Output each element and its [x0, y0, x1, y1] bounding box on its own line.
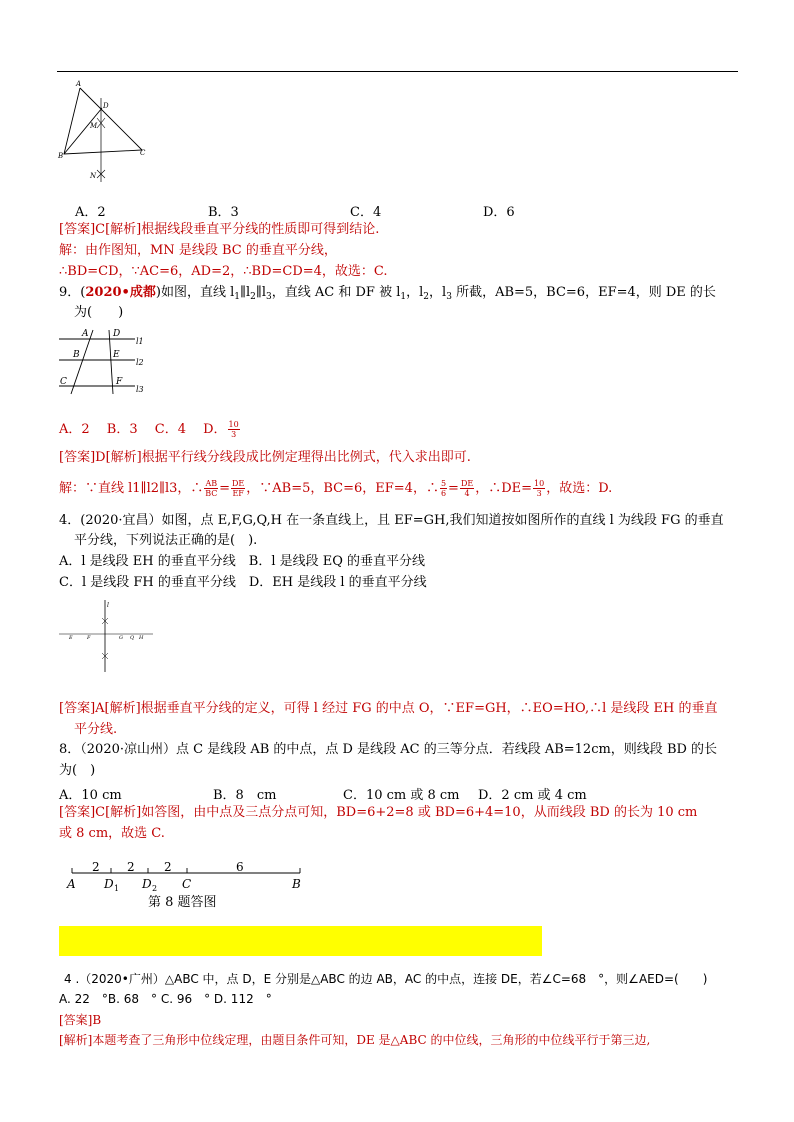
point-subscript: 2: [152, 884, 158, 893]
fig9-label: F: [116, 377, 123, 387]
fig9-label: l3: [136, 385, 144, 394]
segment-length: 2: [92, 860, 100, 874]
fig1-label: B: [58, 152, 64, 160]
fig9-label: l2: [136, 358, 144, 367]
fig4-label: Q: [130, 635, 135, 641]
question-4a-stem-cont: 平分线，下列说法正确的是( ).: [74, 533, 258, 548]
question-4a-answer-cont: 平分线.: [74, 722, 118, 737]
fig4-label: H: [139, 635, 144, 641]
question-4a-answer: [答案]A[解析]根据垂直平分线的定义，可得 l 经过 FG 的中点 O，∵EF=GH，∴EO=HO,∴l 是线段 EH 的垂直: [59, 701, 718, 716]
fig4-label: F: [87, 635, 91, 641]
point-label: D: [104, 877, 114, 891]
question-4b-stem: 4 .（2020•广州）△ABC 中，点 D，E 分别是△ABC 的边 AB，AC 的中点，连接 DE，若∠C=68 °，则∠AED=( ): [64, 972, 708, 986]
option-a: A．2: [75, 205, 106, 220]
point-label: C: [182, 877, 192, 891]
question-9-stem: 9．(2020•成都)如图，直线 $l_1\parallel l_2\parallel l_3$，直线 AC 和 DF 被 $l_1$，$l_2$，$l_3$ 所截，AB=5，BC=6，EF=4，则 DE 的长: [59, 285, 716, 302]
option-b: B．3: [208, 205, 239, 220]
parallel-lines-figure: [57, 326, 147, 398]
fig4-label: l: [107, 602, 109, 609]
solution-line: 解：由作图知，MN 是线段 BC 的垂直平分线，: [59, 243, 337, 258]
option-a: A．10 cm: [59, 788, 122, 803]
segment-length: 6: [236, 860, 244, 874]
point-subscript: 1: [114, 884, 120, 893]
fig1-label: D: [103, 102, 109, 110]
question-4a-options: C．l 是线段 FH 的垂直平分线 D．EH 是线段 l 的垂直平分线: [59, 575, 427, 590]
fig1-label: A: [76, 80, 82, 88]
fig9-label: l1: [136, 337, 144, 346]
option-d: D．6: [483, 205, 515, 220]
triangle-bisector-figure: [56, 78, 156, 188]
question-9-options: A．2 B．3 C．4 D． $\frac{10}{3}$: [59, 420, 239, 439]
segment-length: 2: [164, 860, 172, 874]
option-c: C．10 cm 或 8 cm: [343, 788, 460, 803]
fig9-label: B: [73, 350, 80, 360]
question-9-stem-cont: 为( ): [74, 305, 124, 320]
fig1-label: N: [90, 172, 97, 180]
answer-line: [答案]C[解析]根据线段垂直平分线的性质即可得到结论.: [59, 222, 380, 237]
fig9-label: A: [82, 329, 89, 339]
fig4-label: E: [69, 635, 73, 641]
fig9-label: C: [60, 377, 67, 387]
question-9-solution: 解：∵直线 l1∥l2∥l3，∴ $\frac{AB}{BC}$ = $\frac{DE}{EF}$ ，∵AB=5，BC=6，EF=4，∴ $\frac{5}{6}$ = $\frac{DE}{4}$ ，∴DE= $\frac{10}{3}$ ，故选：D.: [59, 479, 613, 498]
question-8-answer-cont: 或 8 cm，故选 C.: [59, 826, 165, 841]
question-4b-analysis: [解析]本题考查了三角形中位线定理，由题目条件可知，DE 是△ABC 的中位线，三角形的中位线平行于第三边,: [59, 1033, 651, 1047]
fig1-label: C: [140, 149, 146, 157]
bisector-line-figure: [57, 598, 157, 674]
figure-caption: 第 8 题答图: [148, 895, 217, 910]
fig4-label: G: [119, 635, 123, 641]
question-4b-answer: [答案]B: [59, 1013, 102, 1027]
question-4b-options: A. 22 °B. 68 ° C. 96 ° D. 112 °: [59, 992, 272, 1006]
solution-line: ∴BD=CD，∵AC=6，AD=2，∴BD=CD=4，故选：C.: [59, 264, 388, 279]
header-rule: [57, 71, 738, 72]
fig1-label: M: [90, 122, 98, 130]
point-label: A: [67, 877, 76, 891]
point-label: D: [142, 877, 152, 891]
point-label: B: [292, 877, 301, 891]
option-b: B．8 cm: [213, 788, 277, 803]
fig9-label: E: [113, 350, 120, 360]
segment-figure: [62, 856, 312, 896]
question-8-stem: 8．（2020·凉山州）点 C 是线段 AB 的中点，点 D 是线段 AC 的三等分点．若线段 AB=12cm，则线段 BD 的长: [59, 742, 718, 757]
question-4a-stem: 4．(2020·宜昌）如图，点 E,F,G,Q,H 在一条直线上，且 EF=GH,我们知道按如图所作的直线 l 为线段 FG 的垂直: [59, 513, 724, 528]
segment-length: 2: [127, 860, 135, 874]
option-d: D．2 cm 或 4 cm: [478, 788, 587, 803]
question-8-answer: [答案]C[解析]如答图，由中点及三点分点可知，BD=6+2=8 或 BD=6+4=10，从而线段 BD 的长为 10 cm: [59, 805, 698, 820]
yellow-highlight-bar: [59, 926, 542, 956]
question-8-stem-cont: 为( ): [59, 763, 96, 778]
option-c: C．4: [350, 205, 382, 220]
question-4a-options: A．l 是线段 EH 的垂直平分线 B．l 是线段 EQ 的垂直平分线: [59, 554, 426, 569]
question-9-answer: [答案]D[解析]根据平行线分线段成比例定理得出比例式，代入求出即可.: [59, 450, 471, 465]
fig9-label: D: [113, 329, 121, 339]
